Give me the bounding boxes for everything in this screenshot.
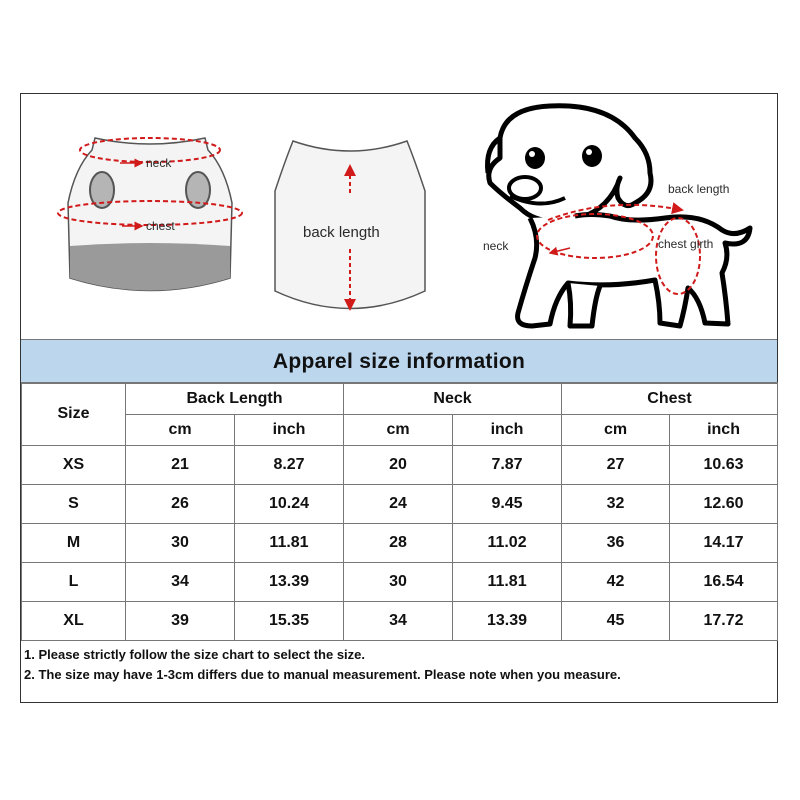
vest-front-illustration — [50, 128, 250, 328]
table-cell: 8.27 — [235, 446, 344, 485]
table-cell: 11.81 — [235, 524, 344, 563]
table-cell: 32 — [562, 485, 670, 524]
table-cell: 24 — [344, 485, 453, 524]
dog-neck-label: neck — [483, 239, 509, 253]
table-cell: 12.60 — [670, 485, 778, 524]
table-row — [22, 563, 778, 602]
size-cell: XS — [22, 446, 126, 485]
dog-back-length-label: back length — [668, 182, 730, 196]
table-cell: 39 — [126, 602, 235, 641]
size-cell: S — [22, 485, 126, 524]
table-cell: 36 — [562, 524, 670, 563]
table-row — [22, 524, 778, 563]
table-cell: 9.45 — [453, 485, 562, 524]
note-line: 2. The size may have 1-3cm differs due to manual measurement. Please note when you measure. — [24, 667, 621, 682]
chest-header: Chest — [562, 383, 778, 415]
table-cell: 45 — [562, 602, 670, 641]
table-group-header-row — [22, 383, 778, 415]
unit-header: cm — [126, 415, 235, 446]
table-row — [22, 446, 778, 485]
table-cell: 20 — [344, 446, 453, 485]
table-cell: 26 — [126, 485, 235, 524]
table-cell: 16.54 — [670, 563, 778, 602]
vest-back-illustration — [265, 131, 435, 331]
table-cell: 13.39 — [235, 563, 344, 602]
table-unit-header-row — [22, 415, 778, 446]
table-row — [22, 485, 778, 524]
table-cell: 17.72 — [670, 602, 778, 641]
note-line: 1. Please strictly follow the size chart to select the size. — [24, 647, 366, 662]
size-cell: XL — [22, 602, 126, 641]
back-length-label: back length — [303, 224, 380, 241]
table-cell: 34 — [126, 563, 235, 602]
table-cell: 10.63 — [670, 446, 778, 485]
table-cell: 10.24 — [235, 485, 344, 524]
size-column-header: Size — [22, 383, 126, 446]
vest-chest-label: chest — [146, 219, 175, 233]
table-cell: 14.17 — [670, 524, 778, 563]
illustration-panel — [20, 93, 778, 338]
unit-header: inch — [670, 415, 778, 446]
table-cell: 34 — [344, 602, 453, 641]
table-cell: 30 — [126, 524, 235, 563]
size-cell: L — [22, 563, 126, 602]
table-cell: 27 — [562, 446, 670, 485]
table-cell: 11.81 — [453, 563, 562, 602]
size-cell: M — [22, 524, 126, 563]
table-title — [21, 339, 777, 384]
unit-header: inch — [235, 415, 344, 446]
table-cell: 21 — [126, 446, 235, 485]
table-cell: 7.87 — [453, 446, 562, 485]
table-cell: 30 — [344, 563, 453, 602]
table-cell: 42 — [562, 563, 670, 602]
unit-header: cm — [344, 415, 453, 446]
dog-chest-girth-label: chest girth — [658, 237, 714, 251]
table-row — [22, 602, 778, 641]
table-cell: 28 — [344, 524, 453, 563]
neck-header: Neck — [344, 383, 562, 415]
unit-header: cm — [562, 415, 670, 446]
table-title-text: Apparel size information — [272, 349, 526, 373]
unit-header: inch — [453, 415, 562, 446]
back-length-header: Back Length — [126, 383, 344, 415]
dog-illustration — [460, 98, 760, 338]
table-cell: 15.35 — [235, 602, 344, 641]
table-cell: 13.39 — [453, 602, 562, 641]
vest-neck-label: neck — [146, 156, 172, 170]
notes — [24, 645, 774, 685]
size-table — [21, 382, 778, 641]
table-cell: 11.02 — [453, 524, 562, 563]
